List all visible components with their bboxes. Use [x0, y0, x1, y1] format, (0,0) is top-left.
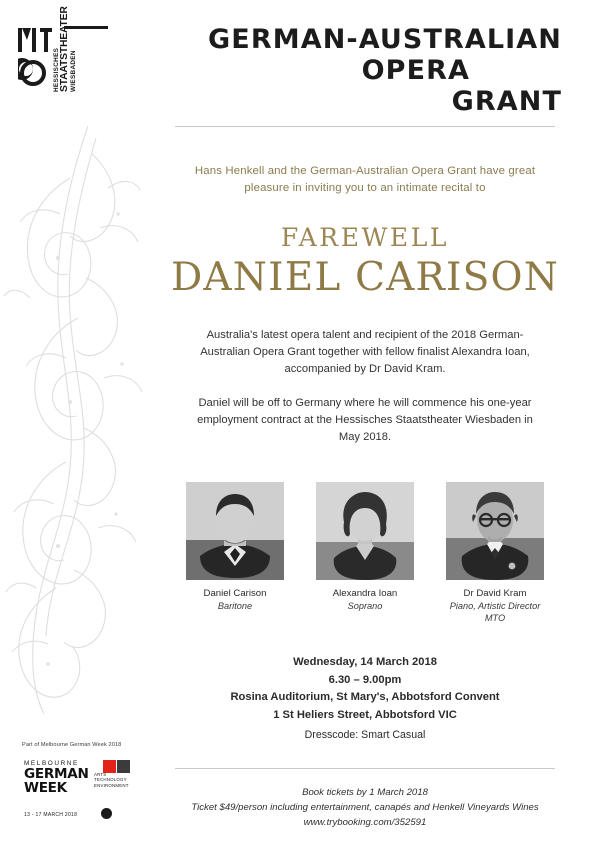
logo-label-german: GERMAN — [24, 766, 89, 782]
avatar — [186, 482, 284, 580]
footer-note: Part of Melbourne German Week 2018 — [22, 742, 122, 748]
avatar — [316, 482, 414, 580]
logo-label-melbourne: MELBOURNE — [24, 760, 79, 767]
event-address: 1 St Heliers Street, Abbotsford VIC — [273, 709, 457, 721]
logo-label-week: WEEK — [24, 780, 67, 797]
title-line-2: OPERA — [361, 55, 470, 86]
performer-role: Baritone — [217, 601, 253, 612]
event-time: 6.30 – 9.00pm — [328, 673, 402, 686]
booking-price: Ticket $49/person including entertainment, canapés and Henkell Vineyards Wines — [191, 802, 539, 814]
performer-name: Alexandra Ioan — [332, 588, 398, 600]
logo-label-dates: 13 - 17 MARCH 2018 — [24, 812, 78, 818]
filigree-ornament-icon — [0, 118, 150, 718]
performer-list — [150, 482, 580, 624]
logo-group — [18, 6, 108, 92]
event-details — [150, 654, 580, 744]
melbourne-german-week-logo — [22, 760, 130, 818]
hess-label-staatstheater: STAATSTHEATER — [59, 6, 71, 92]
mto-logo-icon — [18, 26, 52, 88]
booking-deadline: Book tickets by 1 March 2018 — [302, 787, 428, 799]
hess-logo-text — [53, 6, 97, 92]
event-dresscode: Dresscode: Smart Casual — [304, 728, 426, 741]
list-item — [316, 482, 414, 624]
event-date: Wednesday, 14 March 2018 — [293, 656, 437, 669]
hess-label-wiesbaden: WIESBADEN — [69, 50, 77, 92]
title-line-3: GRANT — [451, 86, 562, 117]
list-item — [446, 482, 544, 624]
divider-bottom — [175, 768, 555, 769]
logo-label-arts-technology-environment: ARTS TECHNOLOGY ENVIRONMENT — [94, 772, 129, 788]
body-paragraph-1: Australia's latest opera talent and recipient of the 2018 German-Australian Opera Grant together with fellow finalist Alexandra Ioan, accompanied by Dr David Kram. — [200, 329, 530, 376]
avatar — [446, 482, 544, 580]
event-venue: Rosina Auditorium, St Mary's, Abbotsford Convent — [230, 691, 500, 704]
list-item — [186, 482, 284, 624]
hess-label-hessisches: HESSISCHES — [53, 47, 60, 92]
hessisches-staatstheater-wiesbaden-logo — [53, 6, 108, 92]
performer-role: Soprano — [347, 601, 383, 612]
performer-name: Dr David Kram — [463, 588, 527, 600]
poster-content — [150, 126, 580, 830]
title-line-1: GERMAN-AUSTRALIAN — [208, 24, 562, 55]
farewell-heading: FAREWELL — [280, 223, 450, 252]
booking-url[interactable]: www.trybooking.com/352591 — [303, 817, 427, 829]
honoree-name: DANIEL CARISON — [170, 255, 560, 300]
booking-info — [150, 785, 580, 830]
body-paragraph-2: Daniel will be off to Germany where he will commence his one-year employment contract at the Hessisches Staatstheater Wiesbaden in May 2018. — [197, 396, 533, 444]
page-title — [180, 24, 580, 117]
performer-name: Daniel Carison — [203, 588, 267, 600]
invitation-text: Hans Henkell and the German-Australian Opera Grant have great pleasure in inviting you to an intimate recital to — [194, 165, 536, 194]
logo-dot-icon — [101, 808, 112, 819]
performer-role: Piano, Artistic Director MTO — [449, 601, 541, 624]
divider-top — [175, 126, 555, 127]
